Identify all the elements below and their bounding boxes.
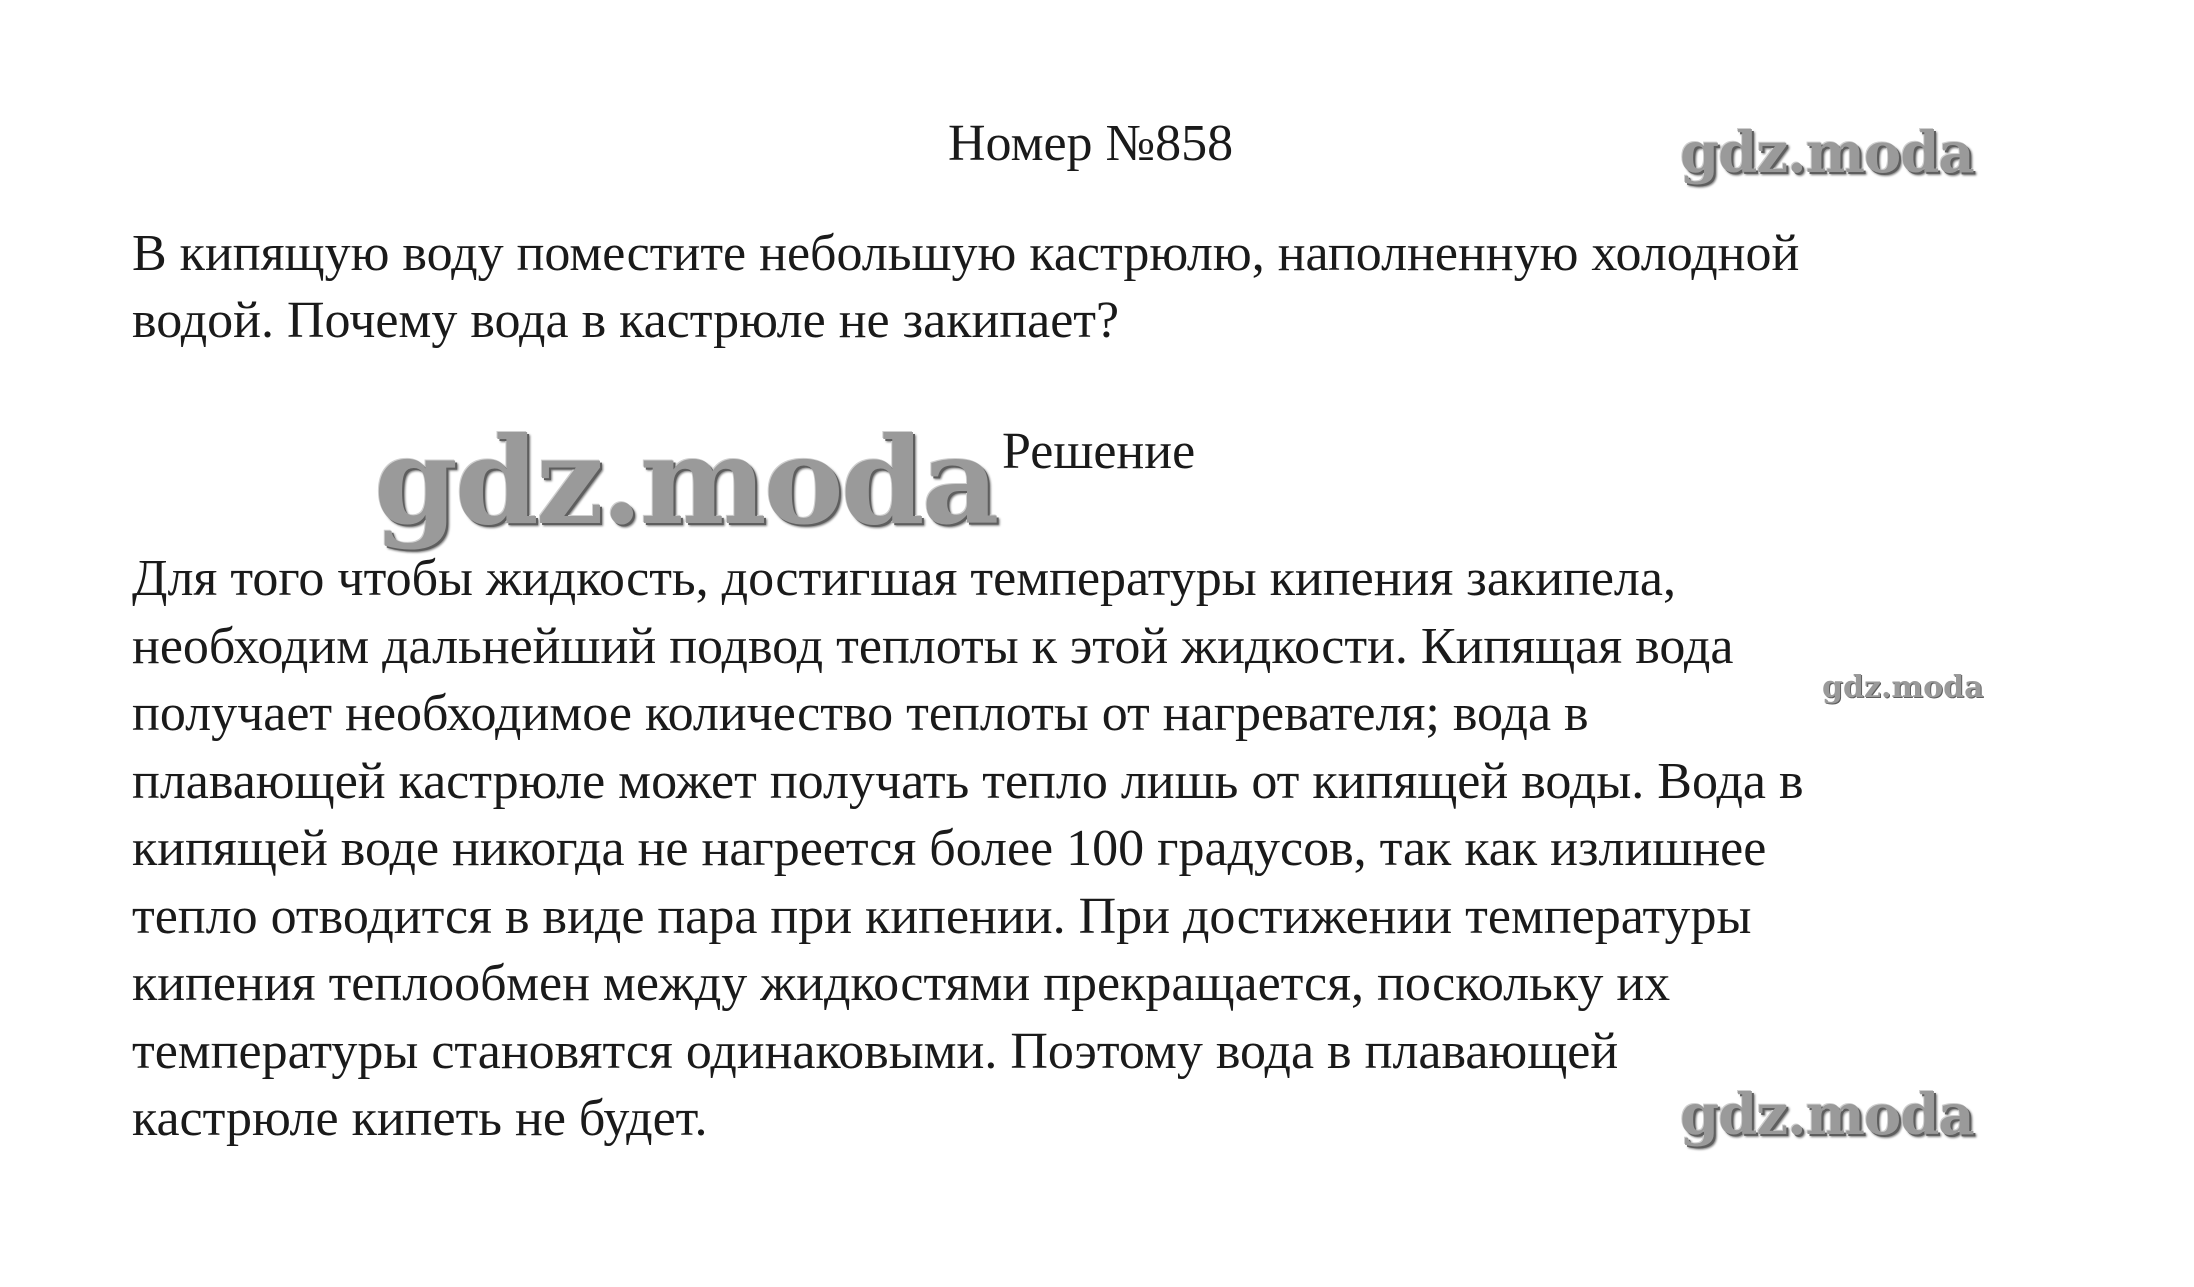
- watermark-top: gdz.moda: [1680, 120, 1974, 186]
- solution-line: температуры становятся одинаковыми. Поэтому вода в плавающей: [132, 1022, 1619, 1080]
- solution-line: кипящей воде никогда не нагреется более 100 градусов, так как излишнее: [132, 820, 1767, 877]
- solution-line: Для того чтобы жидкость, достигшая температуры кипения закипела,: [132, 550, 1676, 607]
- watermark-bottom: gdz.moda: [1680, 1082, 1974, 1148]
- solution-line: необходим дальнейший подвод теплоты к этой жидкости. Кипящая вода: [132, 617, 1734, 675]
- solution-heading: Решение: [1002, 423, 1196, 480]
- problem-line: В кипящую воду поместите небольшую кастрюлю, наполненную холодной: [132, 225, 1800, 282]
- problem-number-title: Номер №858: [948, 115, 1234, 172]
- problem-statement: [132, 220, 2112, 354]
- problem-line: водой. Почему вода в кастрюле не закипает?: [132, 292, 1120, 349]
- watermark-large: gdz.moda: [374, 411, 997, 552]
- solution-line: плавающей кастрюле может получать тепло лишь от кипящей воды. Вода в: [132, 752, 1804, 810]
- solution-line: кипения теплообмен между жидкостями прекращается, поскольку их: [132, 955, 1671, 1012]
- solution-line: тепло отводится в виде пара при кипении. При достижении температуры: [132, 887, 1752, 945]
- solution-text: [132, 545, 2112, 1153]
- solution-line: получает необходимое количество теплоты от нагревателя; вода в: [132, 685, 1589, 742]
- watermark-small: gdz.moda: [1822, 670, 1984, 705]
- solution-line: кастрюле кипеть не будет.: [132, 1090, 708, 1147]
